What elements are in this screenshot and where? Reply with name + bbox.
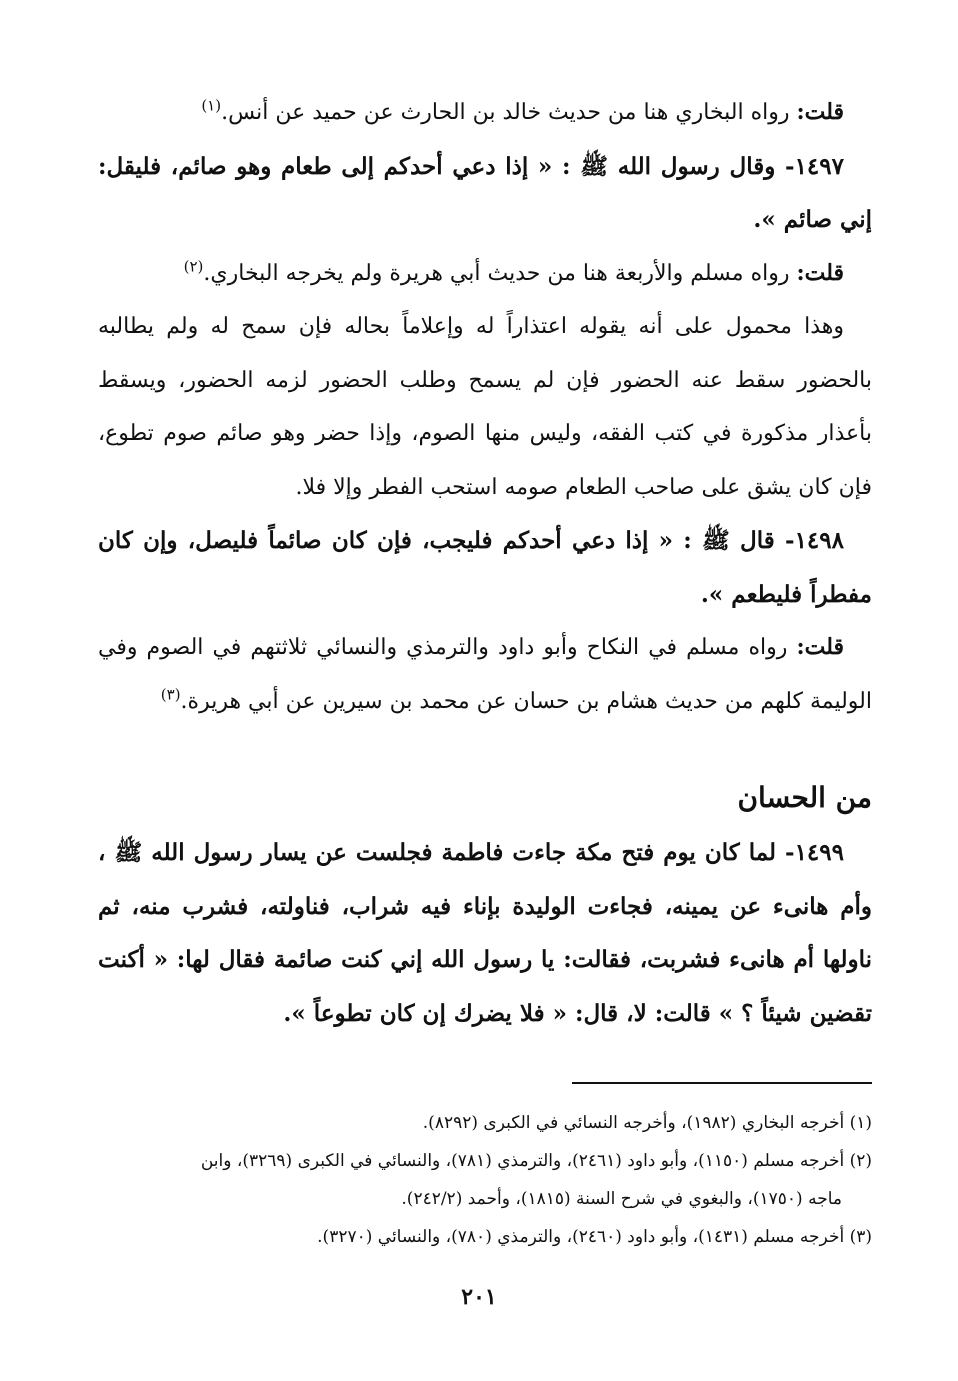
footnote-text-continued: ماجه (١٧٥٠)، والبغوي في شرح السنة (١٨١٥)، وأحمد (٢٤٢/٢).	[401, 1189, 842, 1209]
footnote-ref: (٢)	[183, 257, 204, 276]
commentary-paragraph-3	[98, 300, 872, 514]
footnote-text: (٢) أخرجه مسلم (١١٥٠)، وأبو داود (٢٤٦١)، والترمذي (٧٨١)، والنسائي في الكبرى (٣٢٦٩)، وابن	[200, 1151, 872, 1171]
footnote-1	[98, 1104, 872, 1142]
commentary-paragraph-1	[98, 86, 872, 140]
qult-label: قلت:	[796, 634, 844, 660]
hadith-text: ١٤٩٩- لما كان يوم فتح مكة جاءت فاطمة فجلست عن يسار رسول الله ﷺ ، وأم هانىء عن يمينه، فجاءت الوليدة بإناء فيه شراب، فناولته، فشرب منه، ثم ناولها أم هانىء فشربت، فقالت: يا رسول الله إني كنت صائمة فقال لها: « أكنت تقضين شيئاً ؟ » قالت: لا، قال: « فلا يضرك إن كان تطوعاً ».	[98, 839, 872, 1027]
commentary-paragraph-4	[98, 621, 872, 728]
footnote-2	[98, 1142, 872, 1218]
commentary-text: وهذا محمول على أنه يقوله اعتذاراً له وإعلاماً بحاله فإن سمح له ولم يطالبه بالحضور سقط عنه الحضور فإن لم يسمح وطلب الحضور لزمه الحضور، ويسقط بأعذار مذكورة في كتب الفقه، وليس منها الصوم، وإذا حضر وهو صائم صوم تطوع، فإن كان يشق على صاحب الطعام صومه استحب الفطر وإلا فلا.	[98, 314, 872, 500]
commentary-text: رواه مسلم والأربعة هنا من حديث أبي هريرة ولم يخرجه البخاري.	[203, 260, 797, 286]
footnote-ref: (٣)	[160, 685, 181, 704]
page-number: ٢٠١	[461, 1284, 497, 1310]
commentary-text: رواه البخاري هنا من حديث خالد بن الحارث عن حميد عن أنس.	[221, 100, 797, 125]
footnote-text: (٣) أخرجه مسلم (١٤٣١)، وأبو داود (٢٤٦٠)، والترمذي (٧٨٠)، والنسائي (٣٢٧٠).	[317, 1227, 872, 1247]
commentary-text: رواه مسلم في النكاح وأبو داود والترمذي والنسائي ثلاثتهم في الصوم وفي الوليمة كلهم من حديث هشام بن حسان عن محمد بن سيرين عن أبي هريرة.	[98, 635, 872, 714]
footnote-3	[98, 1218, 872, 1256]
hadith-1498	[98, 514, 872, 621]
hadith-1499	[98, 826, 872, 1040]
footnote-text: (١) أخرجه البخاري (١٩٨٢)، وأخرجه النسائي في الكبرى (٨٢٩٢).	[422, 1113, 872, 1133]
footnote-ref: (١)	[201, 96, 222, 115]
qult-label: قلت:	[796, 259, 844, 286]
footnotes	[98, 1104, 872, 1256]
footnote-divider	[572, 1082, 872, 1084]
section-title: من الحسان	[737, 781, 872, 814]
commentary-paragraph-2	[98, 247, 872, 301]
qult-label: قلت:	[796, 99, 844, 125]
hadith-text: ١٤٩٧- وقال رسول الله ﷺ : « إذا دعي أحدكم إلى طعام وهو صائم، فليقل: إني صائم ».	[98, 152, 872, 233]
main-text	[98, 86, 872, 1040]
hadith-1497	[98, 140, 872, 247]
hadith-text: ١٤٩٨- قال ﷺ : « إذا دعي أحدكم فليجب، فإن كان صائماً فليصل، وإن كان مفطراً فليطعم ».	[98, 527, 872, 608]
